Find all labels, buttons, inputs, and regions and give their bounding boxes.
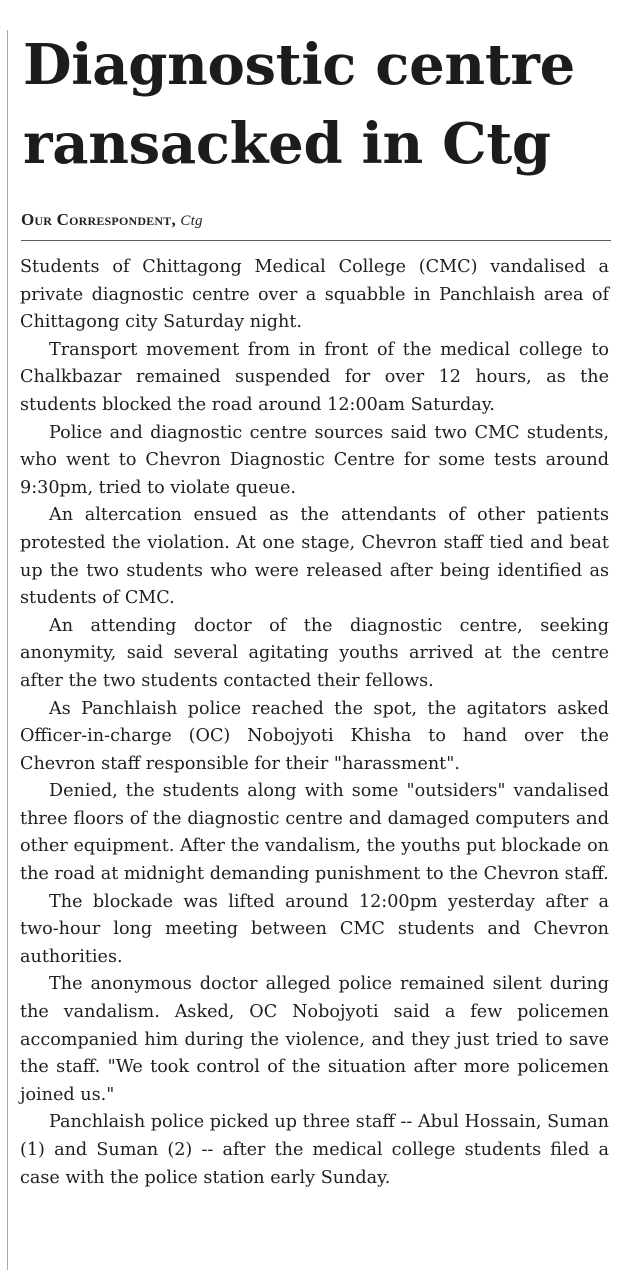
- paragraph-5: An attending doctor of the diagnostic centre, seeking anonymity, said several agitating youths arrived at the centre after the two students contacted their fellows.: [20, 615, 609, 691]
- byline-location: Ctg: [180, 213, 203, 229]
- paragraph-8: The blockade was lifted around 12:00pm yesterday after a two-hour long meeting between CMC students and Chevron authorities.: [20, 891, 609, 967]
- paragraph-7: Denied, the students along with some "outsiders" vandalised three floors of the diagnostic centre and damaged computers and other equipment. After the vandalism, the youths put blockade on the road at midnight demanding punishment to the Chevron staff.: [20, 781, 609, 885]
- paragraph-10: Panchlaish police picked up three staff -- Abul Hossain, Suman (1) and Suman (2) -- after the medical college students filed a case with the police station early Sunday.: [20, 1112, 609, 1188]
- paragraph-4: An altercation ensued as the attendants of other patients protested the violation. At one stage, Chevron staff tied and beat up the two students who were released after being identified as students of CMC.: [20, 505, 609, 609]
- paragraph-1: Students of Chittagong Medical College (CMC) vandalised a private diagnostic centre over a squabble in Panchlaish area of Chittagong city Saturday night.: [20, 257, 609, 333]
- paragraph-3: Police and diagnostic centre sources said two CMC students, who went to Chevron Diagnostic Centre for some tests around 9:30pm, tried to violate queue.: [20, 422, 609, 498]
- headline-line-1: Diagnostic centre: [23, 32, 575, 98]
- paragraph-9: The anonymous doctor alleged police remained silent during the vandalism. Asked, OC Nobojyoti said a few policemen accompanied him during the violence, and they just tried to save the staff. "We took control of the situation after more policemen joined us.": [20, 974, 609, 1105]
- headline: [23, 26, 619, 184]
- paragraph-6: As Panchlaish police reached the spot, the agitators asked Officer-in-charge (OC) Nobojyoti Khisha to hand over the Chevron staff responsible for their "harassment".: [20, 698, 609, 774]
- article-body: [20, 254, 609, 1192]
- paragraph-2: Transport movement from in front of the medical college to Chalkbazar remained suspended for over 12 hours, as the students blocked the road around 12:00am Saturday.: [20, 339, 609, 415]
- column-rule: [7, 30, 8, 1270]
- byline-author: Our Correspondent,: [21, 210, 176, 229]
- byline-divider: [21, 240, 611, 241]
- byline: [21, 210, 203, 231]
- headline-line-2: ransacked in Ctg: [23, 111, 551, 177]
